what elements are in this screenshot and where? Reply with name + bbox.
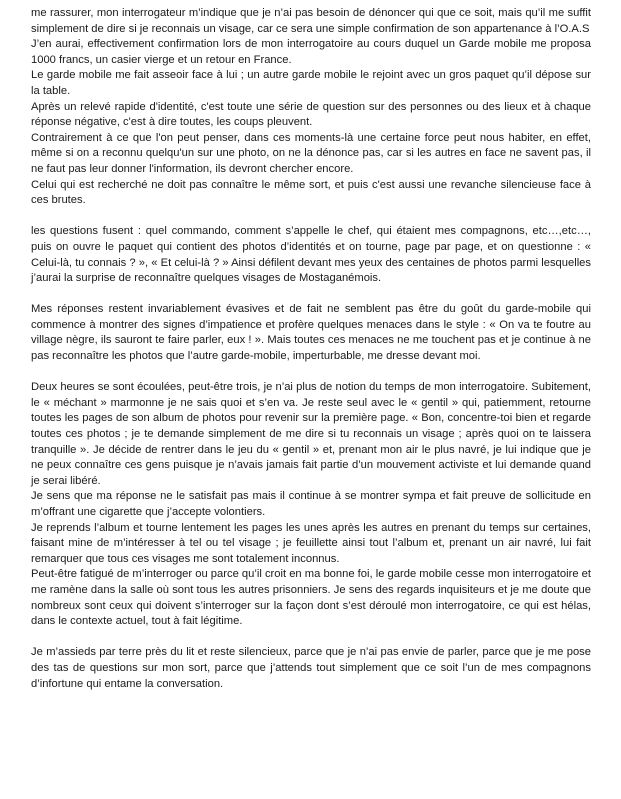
paragraph: Je m’assieds par terre près du lit et reste silencieux, parce que je n’ai pas envie de parler, parce que je me pose des tas de questions sur mon sort, parce que j’attends tout simplement que ce soit l’un de mes compagnons d’infortune qui entame la conversation.: [31, 646, 591, 690]
paragraph: les questions fusent : quel commando, comment s’appelle le chef, qui étaient mes compagnons, etc…,etc…, puis on ouvre le paquet qui contient des photos d’identités et on tourne, page par page, et on questionne : « Celui-là, tu connais ? », « Et celui-là ? » Ainsi défilent devant mes yeux des centaines de photos parmi lesquelles j’aurai la surprise de reconnaître quelques visages de Mostaganémois.: [31, 225, 591, 285]
paragraph: J’en aurai, effectivement confirmation lors de mon interrogatoire au cours duquel un Garde mobile me proposa 1000 francs, un casier vierge et un retour en France.: [31, 38, 591, 66]
paragraph: Je reprends l’album et tourne lentement les pages les unes après les autres en prenant du temps sur certaines, faisant mine de m’intéresser à tel ou tel visage ; je feuillette ainsi tout l’album et, prenant un air navré, lui fait remarquer que tous ces visages me sont totalement inconnus.: [31, 521, 591, 565]
paragraph: Celui qui est recherché ne doit pas connaître le même sort, et puis c'est aussi une revanche silencieuse face à ces brutes.: [31, 178, 591, 207]
paragraph: Je sens que ma réponse ne le satisfait pas mais il continue à se montrer sympa et fait preuve de sollicitude en m’offrant une cigarette que j’accepte volontiers.: [31, 490, 591, 518]
paragraph: me rassurer, mon interrogateur m’indique que je n’ai pas besoin de dénoncer qui que ce soit, mais qu’il me suffit simplement de dire si je reconnais un visage, car ce sera une simple confirmation de son appartenance à l’O.A.S: [31, 7, 591, 35]
document-body: [31, 6, 591, 692]
paragraph: Peut-être fatigué de m’interroger ou parce qu’il croit en ma bonne foi, le garde mobile cesse mon interrogatoire et me ramène dans la salle où sont tous les autres prisonniers. Je sens des regards inquisiteurs et je me doute que nombreux sont ceux qui doivent s’interroger sur la façon dont s’est déroulé mon interrogatoire, ce qui est hélas, dans le contexte actuel, tout à fait légitime.: [31, 568, 591, 628]
paragraph: Contrairement à ce que l'on peut penser, dans ces moments-là une certaine force peut nous habiter, en effet, même si on a reconnu quelqu'un sur une photo, on ne la dénonce pas, car si les autres en face ne savent pas, il ne faut pas leur donner l'information, ils devront chercher encore.: [31, 131, 591, 175]
paragraph: Le garde mobile me fait asseoir face à lui ; un autre garde mobile le rejoint avec un gros paquet qu’il dépose sur la table.: [31, 69, 591, 97]
paragraph: Deux heures se sont écoulées, peut-être trois, je n’ai plus de notion du temps de mon interrogatoire. Subitement, le « méchant » marmonne je ne sais quoi et s’en va. Je reste seul avec le « gentil » qui, patiemment, retourne toutes les pages de son album de photos pour revenir sur la première page. « Bon, concentre-toi bien et regarde toutes ces photos ; je te demande simplement de me dire si tu reconnais un visage ; après quoi on te laissera tranquille ». Je décide de rentrer dans le jeu du « gentil » et, prenant mon air le plus navré, je lui indique que je ne peux connaître ces gens puisque je n’avais jamais fait partie d’un mouvement activiste et lui demande quand je serai libéré.: [31, 381, 591, 487]
paragraph: Mes réponses restent invariablement évasives et de fait ne semblent pas être du goût du garde-mobile qui commence à montrer des signes d’impatience et profère quelques menaces dans le style : « On va te foutre au village nègre, ils sauront te faire parler, eux ! ». Mais toutes ces menaces ne me touchent pas et je continue à ne pas reconnaître les photos que l’autre garde-mobile, imperturbable, me dresse devant moi.: [31, 303, 591, 363]
paragraph: Après un relevé rapide d'identité, c'est toute une série de question sur des personnes ou des lieux et à chaque réponse négative, c'est à dire toutes, les coups pleuvent.: [31, 100, 591, 129]
